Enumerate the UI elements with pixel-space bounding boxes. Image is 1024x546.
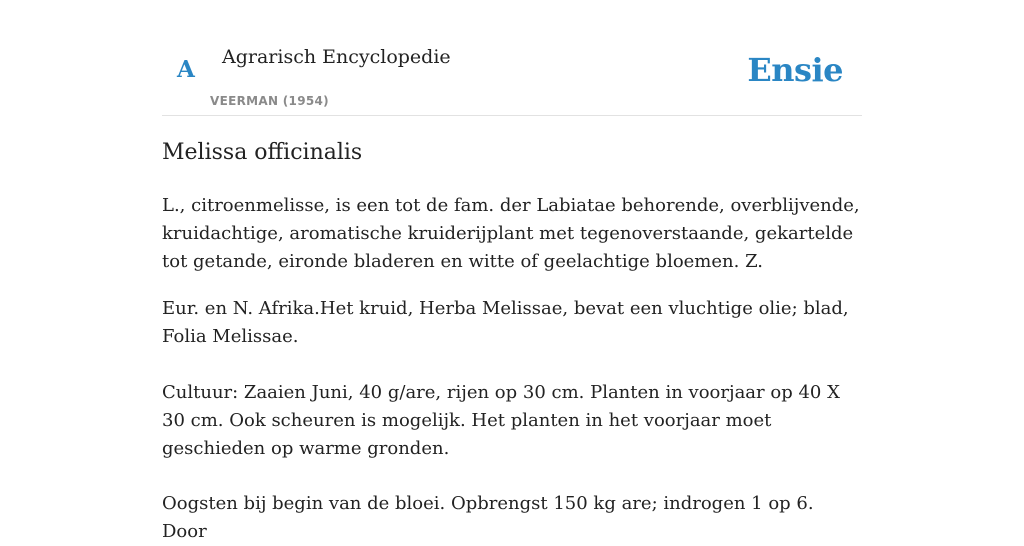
page-container — [162, 0, 862, 542]
article-paragraph: Cultuur: Zaaien Juni, 40 g/are, rijen op 30 cm. Planten in voorjaar op 40 X 30 cm. Ook scheuren is mogelijk. Het planten in het voorjaar moet geschieden op warme gronden. — [162, 382, 840, 459]
ensie-logo-link[interactable]: Ensie — [747, 51, 843, 89]
author-year-label: VEERMAN (1954) — [210, 94, 329, 108]
article-paragraph: L., citroenmelisse, is een tot de fam. der Labiatae behorende, overblijvende, kruidachtige, aromatische kruiderijplant met tegenoverstaande, gekartelde tot getande, eironde bladeren en witte of geelachtige bloemen. Z. — [162, 195, 860, 272]
article-paragraph: Oogsten bij begin van de bloei. Opbrengst 150 kg are; indrogen 1 op 6. Door — [162, 493, 814, 542]
encyclopedia-letter-icon[interactable]: A — [177, 56, 195, 83]
encyclopedia-header — [162, 0, 862, 116]
article-paragraph: Eur. en N. Afrika.Het kruid, Herba Melissae, bevat een vluchtige olie; blad, Folia Melissae. — [162, 298, 849, 347]
article-title: Melissa officinalis — [162, 140, 363, 165]
encyclopedia-title-link[interactable]: Agrarisch Encyclopedie — [222, 46, 451, 68]
